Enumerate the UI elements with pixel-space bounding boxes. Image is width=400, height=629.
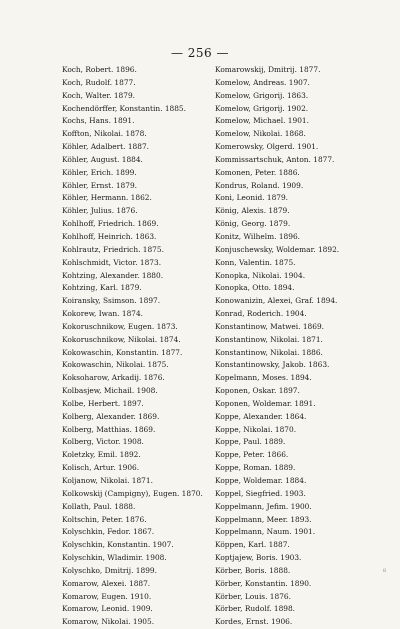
name-entry: Komarow, Eugen. 1910.: [62, 591, 152, 601]
name-entry: Koch, Robert. 1896.: [62, 65, 137, 74]
name-entry: Kokoruschnikow, Nikolai. 1874.: [62, 334, 181, 344]
name-entry: Körber, Konstantin. 1890.: [215, 578, 312, 588]
name-entry: Kokowaschin, Konstantin. 1877.: [62, 347, 183, 357]
name-entry: Konopka, Nikolai. 1904.: [215, 270, 306, 280]
name-entry: Konrad, Roderich. 1904.: [215, 309, 307, 319]
name-entry: König, Georg. 1879.: [215, 219, 291, 229]
name-entry: Konstantinowsky, Jakob. 1863.: [215, 360, 330, 370]
name-entry: Komelow, Grigorij. 1863.: [215, 90, 309, 100]
name-entry: Komarowskij, Dmitrij. 1877.: [215, 65, 321, 74]
name-entry: Kochendörffer, Konstantin. 1885.: [62, 103, 186, 113]
name-entry: Konstantinow, Nikolai. 1871.: [215, 334, 323, 344]
name-entry: Konitz, Wilhelm. 1896.: [215, 231, 301, 241]
name-entry: Köhler, Adalbert. 1887.: [62, 142, 149, 152]
name-entry: Körber, Louis. 1876.: [215, 591, 291, 601]
name-entry: Kommissartschuk, Anton. 1877.: [215, 154, 335, 164]
name-entry: Köhler, Hermann. 1862.: [62, 193, 152, 203]
name-entry: Koksoharow, Arkadij. 1876.: [62, 373, 165, 383]
name-entry: Koffton, Nikolai. 1878.: [62, 129, 147, 139]
name-entry: Kolbasjew, Michail. 1908.: [62, 386, 158, 396]
name-entry: Kokorew, Iwan. 1874.: [62, 309, 144, 319]
name-entry: Koljanow, Nikolai. 1871.: [62, 476, 153, 485]
name-entry: Koppelmann, Meer. 1893.: [215, 514, 312, 524]
name-entry: Kohtzing, Alexander. 1880.: [62, 270, 164, 280]
name-entry: Kolisch, Artur. 1906.: [62, 463, 140, 473]
name-entry: Komelow, Andreas. 1907.: [215, 77, 310, 87]
name-entry: Konopka, Otto. 1894.: [215, 283, 295, 293]
name-entry: Komarow, Nikolai. 1905.: [62, 617, 155, 627]
name-entry: Koch, Walter. 1879.: [62, 90, 136, 100]
name-entry: Komelow, Michael. 1901.: [215, 116, 309, 126]
name-entry: Koppe, Paul. 1889.: [215, 437, 286, 447]
name-entry: Koppelmann, Naum. 1901.: [215, 527, 316, 537]
name-entry: Kondrus, Roland. 1909.: [215, 180, 304, 190]
name-entry: Köppen, Karl. 1887.: [215, 540, 290, 550]
name-entry: Koppel, Siegfried. 1903.: [215, 488, 306, 498]
name-entry: Konstantinow, Matwei. 1869.: [215, 321, 325, 331]
name-entry: Kohtzing, Karl. 1879.: [62, 283, 142, 293]
name-entry: Kolyschkin, Konstantin. 1907.: [62, 540, 174, 550]
name-entry: Kochs, Hans. 1891.: [62, 116, 135, 126]
name-entry: Koponen, Woldemar. 1891.: [215, 398, 316, 408]
name-entry: Kolyschkin, Fedor. 1867.: [62, 527, 155, 537]
name-entry: Koni, Leonid. 1879.: [215, 193, 289, 203]
name-entry: Kolberg, Victor. 1908.: [62, 437, 144, 447]
name-entry: Komarow, Alexei. 1887.: [62, 578, 151, 588]
name-entry: Koptjajew, Boris. 1903.: [215, 553, 302, 563]
name-entry: Konowanizin, Alexei, Graf. 1894.: [215, 296, 338, 306]
name-entry: Köhler, August. 1884.: [62, 154, 143, 164]
name-entry: Komelow, Grigorij. 1902.: [215, 103, 309, 113]
page-number: — 256 —: [170, 46, 230, 60]
name-entry: Kolyschko, Dmitrij. 1899.: [62, 565, 157, 575]
name-entry: Kohlrautz, Friedrich. 1875.: [62, 244, 164, 254]
name-entry: Koppe, Woldemar. 1884.: [215, 476, 307, 485]
name-entry: Köhler, Ernst. 1879.: [62, 180, 137, 190]
name-entry: Komerowsky, Olgerd. 1901.: [215, 142, 319, 152]
name-entry: Kolberg, Matthias. 1869.: [62, 424, 156, 434]
name-entry: Kokowaschin, Nikolai. 1875.: [62, 360, 169, 370]
name-entry: Kolyschkin, Wladimir. 1908.: [62, 553, 167, 563]
name-entry: Koppe, Peter. 1866.: [215, 450, 289, 460]
name-entry: Koppe, Nikolai. 1870.: [215, 424, 297, 434]
name-entry: Kokoruschnikow, Eugen. 1873.: [62, 321, 178, 331]
name-entry: Komonen, Peter. 1886.: [215, 167, 300, 177]
name-entry: Konjuschewsky, Woldemar. 1892.: [215, 244, 340, 254]
name-entry: Komelow, Nikolai. 1868.: [215, 129, 306, 139]
name-entry: Koiransky, Ssimson. 1897.: [62, 296, 161, 306]
name-entry: Koppelmann, Jefim. 1900.: [215, 501, 312, 511]
name-entry: Kohlhoff, Friedrich. 1869.: [62, 219, 159, 229]
footer-mark: 8: [382, 568, 386, 574]
name-entry: Kolberg, Alexander. 1869.: [62, 411, 160, 421]
name-entry: Kopelmann, Moses. 1894.: [215, 373, 312, 383]
name-entry: Kohlhoff, Heinrich. 1863.: [62, 231, 157, 241]
name-entry: Körber, Boris. 1888.: [215, 565, 291, 575]
left-name-column: [62, 64, 212, 629]
name-entry: Konn, Valentin. 1875.: [215, 257, 296, 267]
name-entry: Kolkowskij (Campigny), Eugen. 1870.: [62, 488, 203, 498]
name-entry: Koponen, Oskar. 1897.: [215, 386, 300, 396]
name-entry: Koppe, Roman. 1889.: [215, 463, 296, 473]
name-entry: Körber, Rudolf. 1898.: [215, 604, 296, 614]
name-entry: Kordes, Ernst. 1906.: [215, 617, 293, 627]
name-entry: König, Alexis. 1879.: [215, 206, 290, 216]
name-entry: Köhler, Erich. 1899.: [62, 167, 137, 177]
name-entry: Koltschin, Peter. 1876.: [62, 514, 147, 524]
name-entry: Kollath, Paul. 1888.: [62, 501, 136, 511]
name-entry: Kohlschmidt, Victor. 1873.: [62, 257, 162, 267]
name-entry: Komarow, Leonid. 1909.: [62, 604, 153, 614]
name-entry: Kolbe, Herbert. 1897.: [62, 398, 144, 408]
name-entry: Koch, Rudolf. 1877.: [62, 77, 136, 87]
right-name-column: [215, 64, 365, 629]
name-entry: Konstantinow, Nikolai. 1886.: [215, 347, 323, 357]
name-entry: Koletzky, Emil. 1892.: [62, 450, 141, 460]
name-entry: Koppe, Alexander. 1864.: [215, 411, 307, 421]
name-entry: Köhler, Julius. 1876.: [62, 206, 138, 216]
